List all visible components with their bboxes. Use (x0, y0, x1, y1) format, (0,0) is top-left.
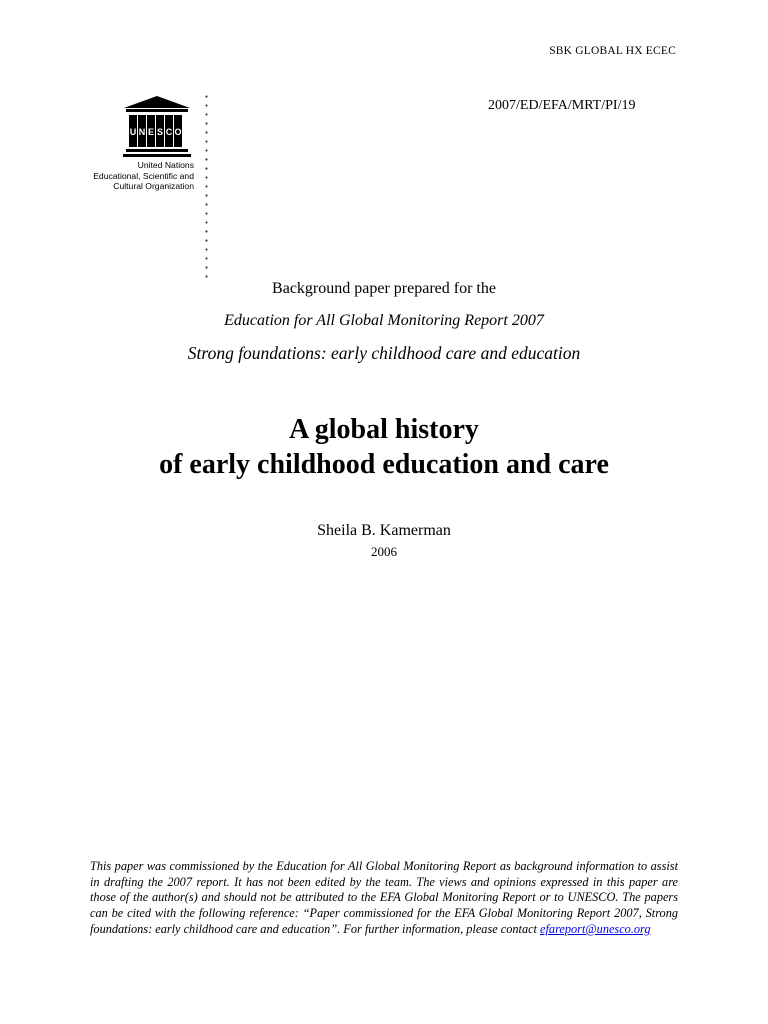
document-number: 2007/ED/EFA/MRT/PI/19 (488, 98, 636, 113)
unesco-organization-name (74, 160, 194, 192)
unesco-logo (86, 96, 198, 276)
paper-title (0, 412, 768, 482)
dotted-divider (205, 92, 208, 280)
org-line: Cultural Organization (113, 181, 194, 191)
report-title: Education for All Global Monitoring Report 2007 (224, 312, 544, 329)
disclaimer-text: This paper was commissioned by the Education for All Global Monitoring Report as background information to assist in drafting the 2007 report. It has not been edited by the team. The views and opinions expressed in this paper are those of the author(s) and should not be attributed to the EFA Global Monitoring Report or to UNESCO. The papers can be cited with the following reference: “Paper commissioned for the EFA Global Monitoring Report 2007, Strong foundations: early childhood care and education”. For further information, please contact (90, 859, 678, 936)
svg-text:S: S (156, 127, 164, 137)
svg-text:N: N (138, 127, 146, 137)
contact-email-link[interactable]: efareport@unesco.org (540, 921, 651, 936)
prepared-for-text: Background paper prepared for the (272, 280, 496, 297)
author-name: Sheila B. Kamerman (317, 522, 451, 539)
svg-text:U: U (129, 127, 137, 137)
org-line: United Nations (137, 160, 194, 170)
org-line: Educational, Scientific and (93, 170, 194, 181)
report-theme: Strong foundations: early childhood care and education (187, 343, 581, 363)
title-line: of early childhood education and care (159, 449, 609, 480)
svg-text:E: E (147, 127, 155, 137)
header-code: SBK GLOBAL HX ECEC (549, 45, 676, 57)
publication-year: 2006 (371, 544, 397, 559)
disclaimer (90, 859, 678, 938)
svg-text:C: C (165, 127, 173, 137)
unesco-temple-icon (122, 96, 192, 158)
svg-text:O: O (174, 127, 182, 137)
title-line: A global history (289, 414, 479, 445)
